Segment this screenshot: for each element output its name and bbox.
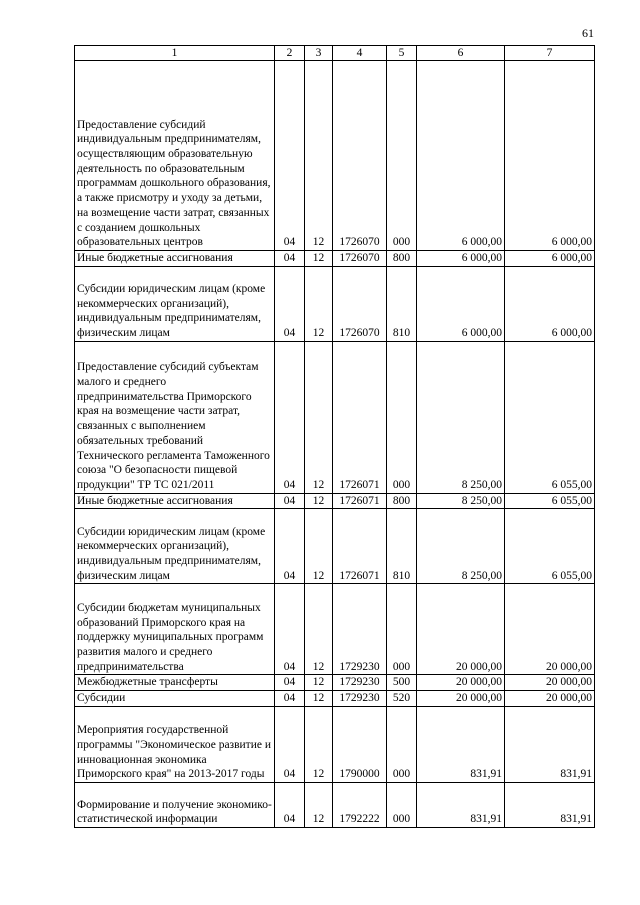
row-section: 04 xyxy=(275,783,305,828)
row-target-code: 1726071 xyxy=(333,493,387,509)
row-subsection: 12 xyxy=(305,61,333,251)
row-target-code: 1726070 xyxy=(333,251,387,267)
row-name: Предоставление субсидий субъектам малого и среднего предпринимательства Приморского края на возмещение части затрат, связанных с выполнением обязательных требований Технического регламента Таможенного союза "О безопасности пищевой продукции" ТР ТС 021/2011 xyxy=(75,341,275,493)
budget-table xyxy=(74,45,595,828)
row-subsection: 12 xyxy=(305,266,333,341)
row-expense-type: 800 xyxy=(387,251,417,267)
row-section: 04 xyxy=(275,509,305,584)
row-amount-actual: 831,91 xyxy=(505,783,595,828)
row-amount-planned: 8 250,00 xyxy=(417,341,505,493)
row-section: 04 xyxy=(275,61,305,251)
row-section: 04 xyxy=(275,493,305,509)
row-target-code: 1790000 xyxy=(333,707,387,783)
row-amount-actual: 6 000,00 xyxy=(505,61,595,251)
header-cell-2: 2 xyxy=(275,46,305,61)
row-expense-type: 000 xyxy=(387,341,417,493)
row-subsection: 12 xyxy=(305,509,333,584)
row-expense-type: 000 xyxy=(387,707,417,783)
row-name: Формирование и получение экономико-статистической информации xyxy=(75,783,275,828)
row-target-code: 1726071 xyxy=(333,341,387,493)
row-amount-planned: 20 000,00 xyxy=(417,691,505,707)
row-amount-planned: 8 250,00 xyxy=(417,509,505,584)
row-subsection: 12 xyxy=(305,493,333,509)
row-name: Субсидии юридическим лицам (кроме некоммерческих организаций), индивидуальным предпринимателям, физическим лицам xyxy=(75,509,275,584)
table-row xyxy=(75,691,595,707)
row-amount-planned: 20 000,00 xyxy=(417,675,505,691)
row-subsection: 12 xyxy=(305,707,333,783)
row-amount-actual: 6 055,00 xyxy=(505,493,595,509)
row-name: Предоставление субсидий индивидуальным предпринимателям, осуществляющим образовательную деятельность по образовательным программам дошкольного образования, а также присмотру и уходу за детьми, на возмещение части затрат, связанных с созданием дошкольных образовательных центров xyxy=(75,61,275,251)
row-amount-actual: 831,91 xyxy=(505,707,595,783)
table-row xyxy=(75,509,595,584)
header-cell-6: 6 xyxy=(417,46,505,61)
row-amount-actual: 20 000,00 xyxy=(505,691,595,707)
row-amount-planned: 6 000,00 xyxy=(417,251,505,267)
table-row xyxy=(75,584,595,675)
row-target-code: 1792222 xyxy=(333,783,387,828)
row-section: 04 xyxy=(275,707,305,783)
header-cell-5: 5 xyxy=(387,46,417,61)
row-name: Субсидии xyxy=(75,691,275,707)
row-amount-planned: 831,91 xyxy=(417,707,505,783)
row-name: Иные бюджетные ассигнования xyxy=(75,251,275,267)
row-target-code: 1726070 xyxy=(333,61,387,251)
table-row xyxy=(75,266,595,341)
row-name: Мероприятия государственной программы "Экономическое развитие и инновационная экономика Приморского края" на 2013-2017 годы xyxy=(75,707,275,783)
row-section: 04 xyxy=(275,341,305,493)
row-name: Иные бюджетные ассигнования xyxy=(75,493,275,509)
row-expense-type: 810 xyxy=(387,266,417,341)
row-target-code: 1729230 xyxy=(333,691,387,707)
row-amount-actual: 6 000,00 xyxy=(505,266,595,341)
row-subsection: 12 xyxy=(305,251,333,267)
row-name: Субсидии бюджетам муниципальных образований Приморского края на поддержку муниципальных программ развития малого и среднего предпринимательства xyxy=(75,584,275,675)
table-row xyxy=(75,707,595,783)
table-row xyxy=(75,61,595,251)
row-expense-type: 000 xyxy=(387,584,417,675)
row-subsection: 12 xyxy=(305,691,333,707)
header-cell-4: 4 xyxy=(333,46,387,61)
row-amount-planned: 6 000,00 xyxy=(417,61,505,251)
row-amount-planned: 831,91 xyxy=(417,783,505,828)
table-row xyxy=(75,493,595,509)
row-name: Субсидии юридическим лицам (кроме некоммерческих организаций), индивидуальным предпринимателям, физическим лицам xyxy=(75,266,275,341)
page-number: 61 xyxy=(582,26,594,40)
table-row xyxy=(75,341,595,493)
row-subsection: 12 xyxy=(305,783,333,828)
row-expense-type: 000 xyxy=(387,61,417,251)
row-target-code: 1729230 xyxy=(333,675,387,691)
row-subsection: 12 xyxy=(305,675,333,691)
row-amount-actual: 20 000,00 xyxy=(505,584,595,675)
row-amount-planned: 8 250,00 xyxy=(417,493,505,509)
table-row xyxy=(75,783,595,828)
row-section: 04 xyxy=(275,584,305,675)
header-cell-1: 1 xyxy=(75,46,275,61)
header-row xyxy=(75,46,595,61)
table-row xyxy=(75,251,595,267)
row-expense-type: 810 xyxy=(387,509,417,584)
row-amount-planned: 20 000,00 xyxy=(417,584,505,675)
row-target-code: 1726070 xyxy=(333,266,387,341)
row-section: 04 xyxy=(275,266,305,341)
row-amount-actual: 6 055,00 xyxy=(505,341,595,493)
row-name: Межбюджетные трансферты xyxy=(75,675,275,691)
row-expense-type: 520 xyxy=(387,691,417,707)
row-section: 04 xyxy=(275,675,305,691)
row-section: 04 xyxy=(275,251,305,267)
row-amount-actual: 6 000,00 xyxy=(505,251,595,267)
header-cell-7: 7 xyxy=(505,46,595,61)
row-target-code: 1726071 xyxy=(333,509,387,584)
row-expense-type: 500 xyxy=(387,675,417,691)
row-expense-type: 000 xyxy=(387,783,417,828)
row-section: 04 xyxy=(275,691,305,707)
row-subsection: 12 xyxy=(305,341,333,493)
row-amount-actual: 20 000,00 xyxy=(505,675,595,691)
header-cell-3: 3 xyxy=(305,46,333,61)
row-amount-planned: 6 000,00 xyxy=(417,266,505,341)
table-row xyxy=(75,675,595,691)
row-subsection: 12 xyxy=(305,584,333,675)
row-expense-type: 800 xyxy=(387,493,417,509)
row-target-code: 1729230 xyxy=(333,584,387,675)
row-amount-actual: 6 055,00 xyxy=(505,509,595,584)
